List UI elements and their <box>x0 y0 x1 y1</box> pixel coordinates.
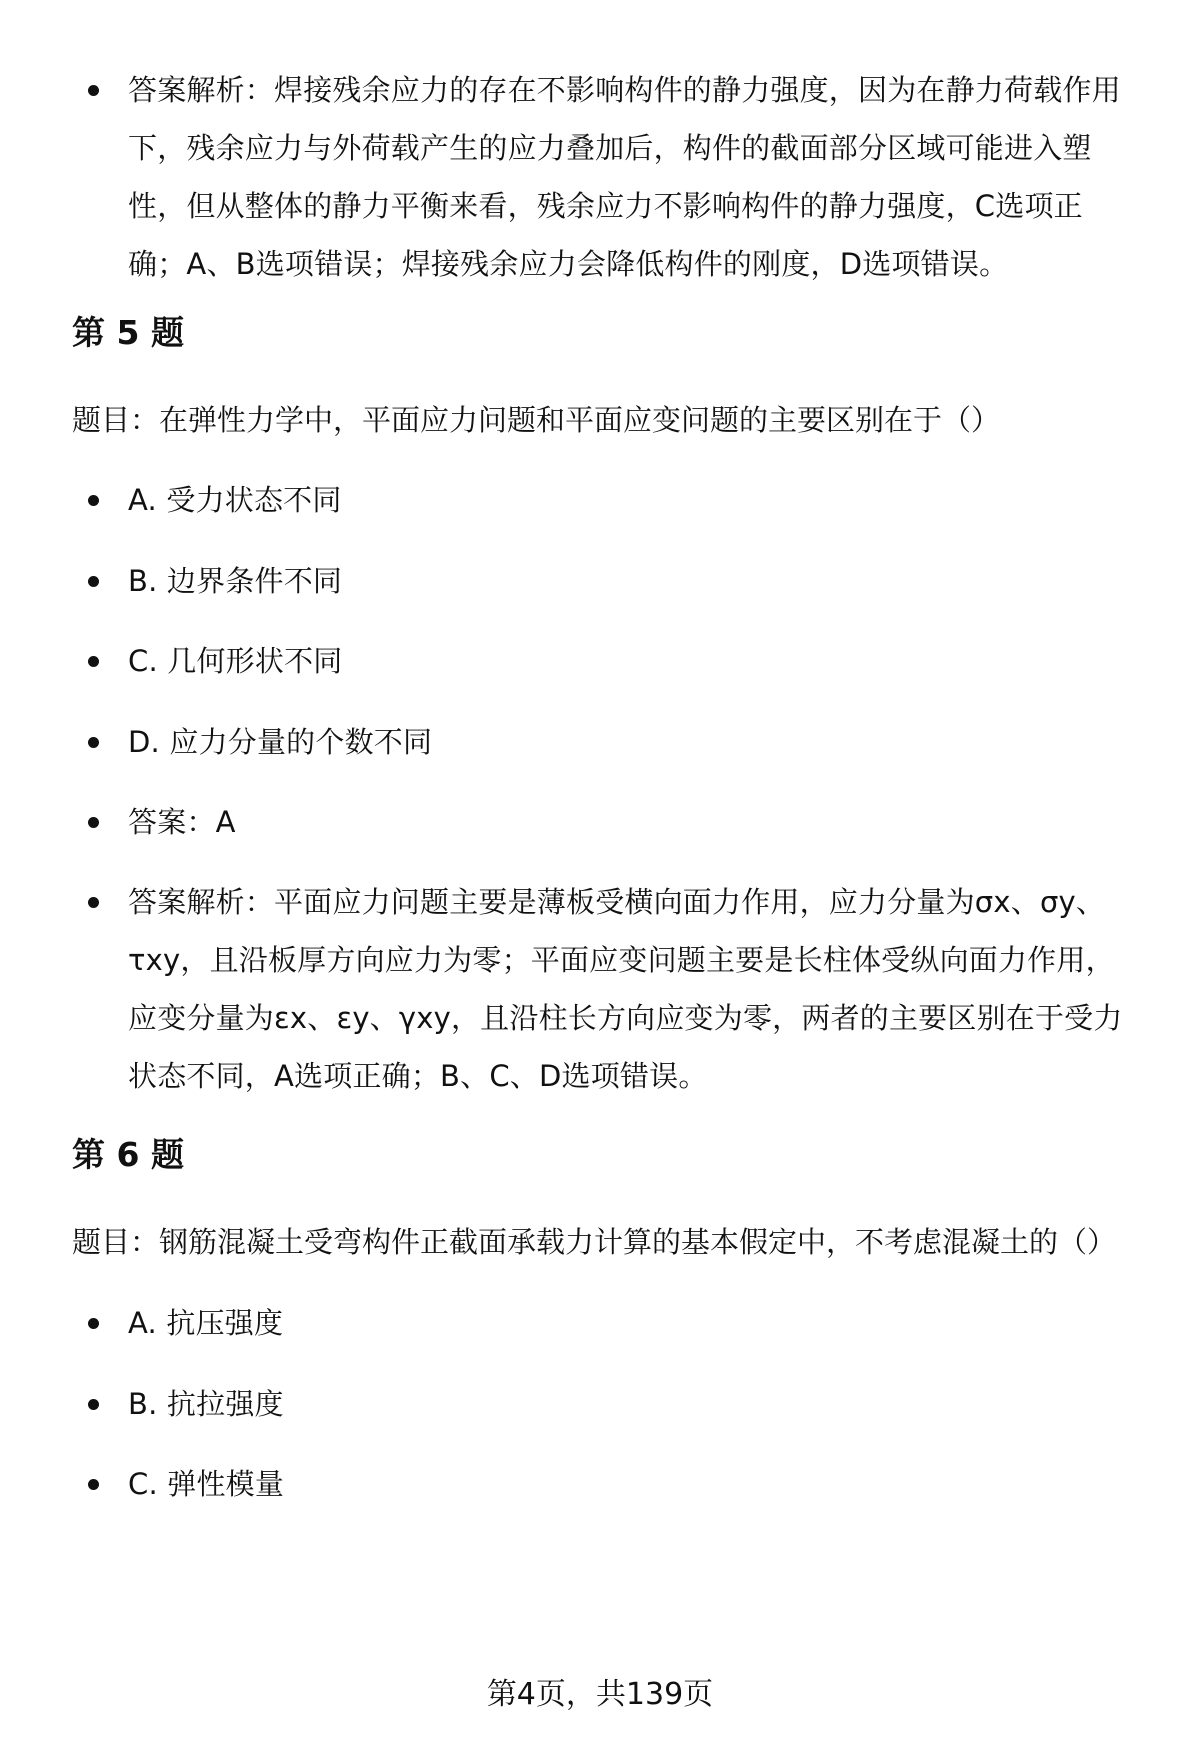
q5-answer <box>88 802 1140 842</box>
q6-option-a <box>88 1303 1140 1343</box>
bullet-dot <box>88 576 99 587</box>
q4-explanation-item <box>88 61 1140 293</box>
q5-option-c <box>88 641 1140 681</box>
q5-option-c-text: C. 几何形状不同 <box>128 644 343 678</box>
bullet-dot <box>88 817 99 828</box>
bullet-dot <box>88 656 99 667</box>
q5-option-a-text: A. 受力状态不同 <box>128 483 342 517</box>
q5-heading: 第 5 题 <box>72 313 184 352</box>
q5-explanation-text: 答案解析：平面应力问题主要是薄板受横向面力作用，应力分量为σx、σy、τxy，且沿板厚方向应力为零；平面应变问题主要是长柱体受纵向面力作用，应变分量为εx、εy、γxy，且沿柱长方向应变为零，两者的主要区别在于受力状态不同，A选项正确；B、C、D选项错误。 <box>128 885 1123 1093</box>
q6-option-b <box>88 1384 1140 1424</box>
q5-answer-text: 答案：A <box>128 805 236 839</box>
q6-heading: 第 6 题 <box>72 1135 184 1174</box>
q6-question: 题目：钢筋混凝土受弯构件正截面承载力计算的基本假定中，不考虑混凝土的（） <box>72 1225 1117 1259</box>
bullet-dot <box>88 1479 99 1490</box>
bullet-dot <box>88 897 99 908</box>
bullet-dot <box>88 1318 99 1329</box>
q5-option-d-text: D. 应力分量的个数不同 <box>128 725 433 759</box>
q5-question: 题目：在弹性力学中，平面应力问题和平面应变问题的主要区别在于（） <box>72 403 1001 437</box>
q5-option-b-text: B. 边界条件不同 <box>128 564 343 598</box>
q5-option-a <box>88 480 1140 520</box>
q6-option-c-text: C. 弹性模量 <box>128 1467 285 1501</box>
q5-explanation-item <box>88 873 1140 1105</box>
q5-option-b <box>88 561 1140 601</box>
q6-option-c <box>88 1464 1140 1504</box>
q5-option-d <box>88 722 1140 762</box>
bullet-dot <box>88 737 99 748</box>
bullet-dot <box>88 495 99 506</box>
q4-explanation-text: 答案解析：焊接残余应力的存在不影响构件的静力强度，因为在静力荷载作用下，残余应力与外荷载产生的应力叠加后，构件的截面部分区域可能进入塑性，但从整体的静力平衡来看，残余应力不影响构件的静力强度，C选项正确；A、B选项错误；焊接残余应力会降低构件的刚度，D选项错误。 <box>128 73 1121 281</box>
q6-option-b-text: B. 抗拉强度 <box>128 1387 284 1421</box>
bullet-dot <box>88 85 99 96</box>
bullet-dot <box>88 1399 99 1410</box>
page-number-footer: 第4页，共139页 <box>486 1677 714 1712</box>
q6-option-a-text: A. 抗压强度 <box>128 1306 284 1340</box>
